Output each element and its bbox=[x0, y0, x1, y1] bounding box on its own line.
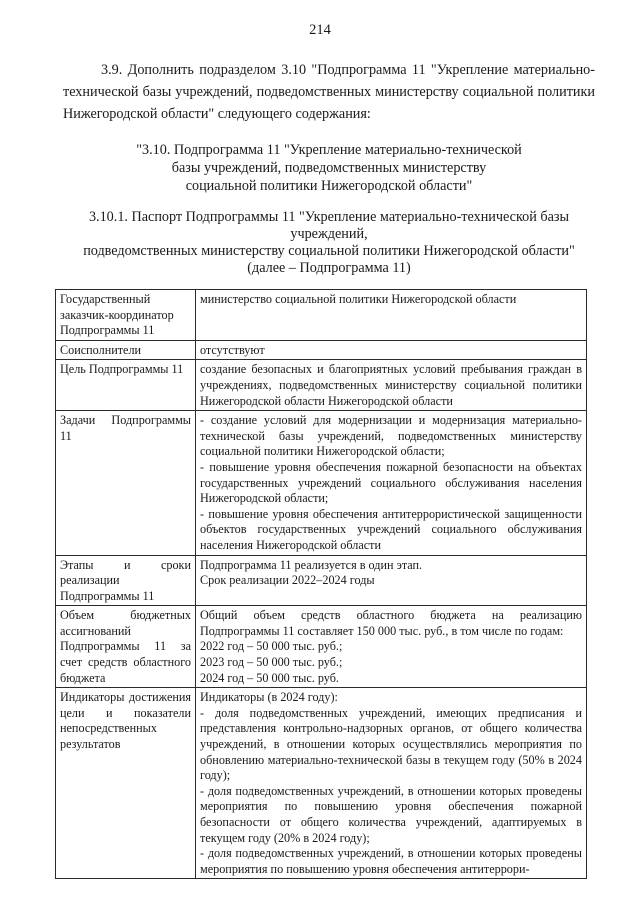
value-line: создание безопасных и благоприятных условий пребывания граждан в учреждениях, подведомственных министерству социальной политики Нижегородской области Нижегородской области bbox=[200, 362, 582, 408]
row-value bbox=[196, 555, 587, 606]
value-line: 2024 год – 50 000 тыс. руб. bbox=[200, 670, 339, 685]
row-value bbox=[196, 606, 587, 688]
row-value bbox=[196, 290, 587, 341]
table-row bbox=[56, 340, 587, 360]
value-line: Общий объем средств областного бюджета на реализацию Подпрограммы 11 составляет 150 000 тыс. руб., в том числе по годам: bbox=[200, 608, 582, 638]
value-line: - создание условий для модернизации и модернизация материально-технической базы учреждений, подведомственных министерству социальной политики Нижегородской области; bbox=[200, 413, 582, 459]
row-value bbox=[196, 340, 587, 360]
row-label: Задачи Подпрограммы 11 bbox=[56, 411, 196, 555]
table-row bbox=[56, 411, 587, 555]
row-value bbox=[196, 411, 587, 555]
passport-title-line: 3.10.1. Паспорт Подпрограммы 11 "Укрепление материально-технической базы bbox=[88, 209, 570, 225]
passport-table bbox=[55, 289, 587, 879]
value-line: 2022 год – 50 000 тыс. руб.; bbox=[200, 639, 343, 654]
section-title bbox=[63, 141, 595, 195]
value-line: отсутствуют bbox=[200, 342, 265, 357]
table-row bbox=[56, 606, 587, 688]
value-line: - повышение уровня обеспечения антитеррористической защищенности объектов государственных учреждений социального обслуживания населения Нижегородской области bbox=[200, 506, 582, 552]
row-label: Цель Подпрограммы 11 bbox=[56, 360, 196, 411]
value-line: Срок реализации 2022–2024 годы bbox=[200, 573, 375, 588]
value-line: - доля подведомственных учреждений, имеющих предписания и представления контрольно-надзорных органов, от общего количества учреждений, в отношении которых осуществлялись мероприятия по обновлению материально-технической базы в текущем году (50% в 2024 году); bbox=[200, 705, 582, 783]
passport-title-line: учреждений, bbox=[290, 226, 368, 242]
passport-title bbox=[63, 209, 595, 277]
section-title-line: социальной политики Нижегородской области" bbox=[185, 178, 473, 194]
intro-paragraph: 3.9. Дополнить подразделом 3.10 "Подпрограмма 11 "Укрепление материально-технической базы учреждений, подведомственных министерству социальной политики Нижегородской области" следующего содержания: bbox=[63, 62, 595, 122]
row-label: Индикаторы достижения цели и показатели непосредственных результатов bbox=[56, 688, 196, 879]
row-label: Объем бюджетных ассигнований Подпрограммы 11 за счет средств областного бюджета bbox=[56, 606, 196, 688]
value-line: - доля подведомственных учреждений, в отношении которых проведены мероприятия по повышению уровня обеспечения антитеррори- bbox=[200, 846, 582, 876]
table-row bbox=[56, 555, 587, 606]
row-value bbox=[196, 688, 587, 879]
table-row bbox=[56, 360, 587, 411]
table-row bbox=[56, 688, 587, 879]
row-value bbox=[196, 360, 587, 411]
value-line: - доля подведомственных учреждений, в отношении которых проведены мероприятия по повышению уровня обеспечения пожарной безопасности от общего количества учреждений, адаптируемых в текущем году (20% в 2024 году); bbox=[200, 783, 582, 845]
section-title-line: базы учреждений, подведомственных министерству bbox=[171, 160, 487, 176]
row-label: Государственный заказчик-координатор Подпрограммы 11 bbox=[56, 290, 196, 341]
table-row bbox=[56, 290, 587, 341]
page-number: 214 bbox=[309, 22, 331, 38]
value-line: Индикаторы (в 2024 году): bbox=[200, 690, 338, 705]
value-line: 2023 год – 50 000 тыс. руб.; bbox=[200, 655, 343, 670]
passport-title-line: (далее – Подпрограмма 11) bbox=[247, 260, 411, 276]
row-label: Этапы и сроки реализации Подпрограммы 11 bbox=[56, 555, 196, 606]
value-line: - повышение уровня обеспечения пожарной безопасности на объектах государственных учреждений социального обслуживания населения Нижегородской области; bbox=[200, 459, 582, 506]
section-title-line: "3.10. Подпрограмма 11 "Укрепление материально-технической bbox=[136, 142, 522, 158]
passport-title-line: подведомственных министерству социальной политики Нижегородской области" bbox=[83, 243, 575, 259]
value-line: министерство социальной политики Нижегородской области bbox=[200, 292, 517, 306]
value-line: Подпрограмма 11 реализуется в один этап. bbox=[200, 557, 423, 572]
row-label: Соисполнители bbox=[56, 340, 196, 360]
passport-table-body bbox=[56, 290, 587, 879]
